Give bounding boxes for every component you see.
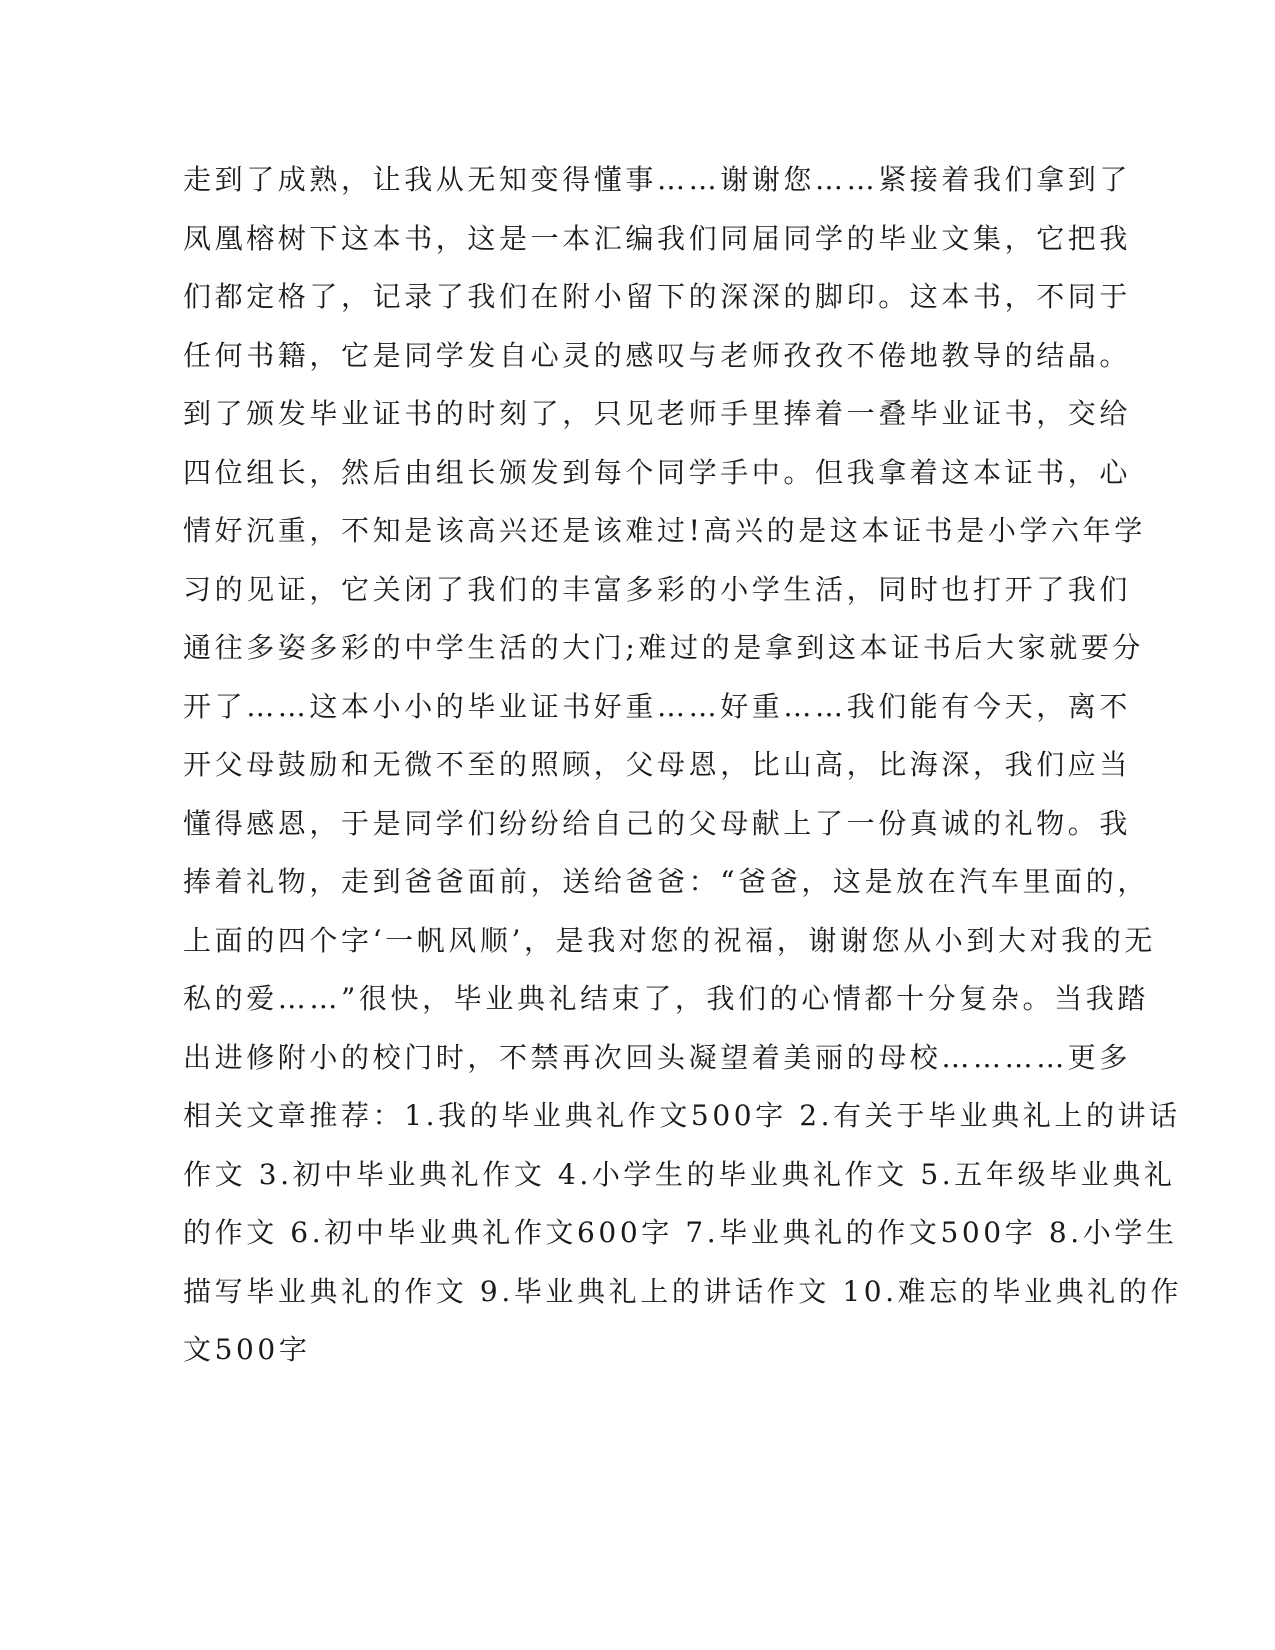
text-line: 任何书籍，它是同学发自心灵的感叹与老师孜孜不倦地教导的结晶。 bbox=[183, 338, 1132, 372]
text-line: 情好沉重，不知是该高兴还是该难过!高兴的是这本证书是小学六年学 bbox=[183, 514, 1146, 547]
text-line: 出进修附小的校门时，不禁再次回头凝望着美丽的母校…………更多 bbox=[183, 1040, 1132, 1074]
text-line: 凤凰榕树下这本书，这是一本汇编我们同届同学的毕业文集，它把我 bbox=[183, 221, 1132, 255]
text-line: 懂得感恩，于是同学们纷纷给自己的父母献上了一份真诚的礼物。我 bbox=[183, 806, 1132, 840]
text-line: 们都定格了，记录了我们在附小留下的深深的脚印。这本书，不同于 bbox=[183, 280, 1132, 313]
text-line: 走到了成熟，让我从无知变得懂事……谢谢您……紧接着我们拿到了 bbox=[183, 163, 1132, 196]
body-text bbox=[183, 160, 1183, 1389]
text-line: 作文 3.初中毕业典礼作文 4.小学生的毕业典礼作文 5.五年级毕业典礼 bbox=[183, 1157, 1176, 1191]
text-line: 开父母鼓励和无微不至的照顾，父母恩，比山高，比海深，我们应当 bbox=[183, 748, 1132, 781]
text-line: 四位组长，然后由组长颁发到每个同学手中。但我拿着这本证书，心 bbox=[183, 455, 1132, 489]
text-line: 文500字 bbox=[183, 1333, 311, 1366]
text-line: 习的见证，它关闭了我们的丰富多彩的小学生活，同时也打开了我们 bbox=[183, 572, 1132, 606]
text-line: 到了颁发毕业证书的时刻了，只见老师手里捧着一叠毕业证书，交给 bbox=[183, 397, 1132, 430]
text-line: 通往多姿多彩的中学生活的大门;难过的是拿到这本证书后大家就要分 bbox=[183, 631, 1145, 664]
text-line: 描写毕业典礼的作文 9.毕业典礼上的讲话作文 10.难忘的毕业典礼的作 bbox=[183, 1274, 1183, 1308]
text-line: 的作文 6.初中毕业典礼作文600字 7.毕业典礼的作文500字 8.小学生 bbox=[183, 1216, 1178, 1249]
text-line: 开了……这本小小的毕业证书好重……好重……我们能有今天，离不 bbox=[183, 689, 1132, 723]
text-line: 私的爱……”很快，毕业典礼结束了，我们的心情都十分复杂。当我踏 bbox=[183, 982, 1149, 1015]
text-line: 上面的四个字‘一帆风顺’，是我对您的祝福，谢谢您从小到大对我的无 bbox=[183, 923, 1157, 957]
text-line: 捧着礼物，走到爸爸面前，送给爸爸：“爸爸，这是放在汽车里面的， bbox=[183, 865, 1149, 898]
text-line: 相关文章推荐：1.我的毕业典礼作文500字 2.有关于毕业典礼上的讲话 bbox=[183, 1099, 1181, 1132]
